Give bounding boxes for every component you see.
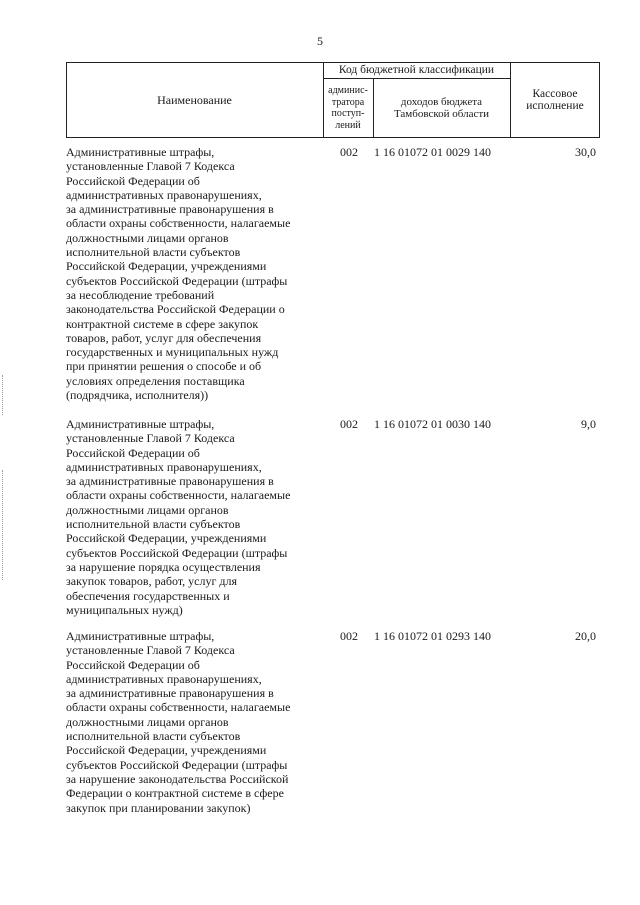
- table-row: [66, 145, 596, 415]
- scan-margin-mark: [2, 470, 7, 580]
- scan-margin-mark: [2, 375, 7, 415]
- table-row: [66, 417, 596, 627]
- row-admin-code: 002: [340, 145, 358, 159]
- header-amount: Кассовое исполнение: [526, 88, 584, 112]
- row-amount: 9,0: [581, 417, 596, 431]
- row-income-code: 1 16 01072 01 0030 140: [374, 417, 491, 431]
- header-income: доходов бюджета Тамбовской области: [393, 96, 490, 120]
- row-name: Административные штрафы, установленные Главой 7 Кодекса Российской Федерации об административных правонарушениях, за административные правонарушения в области охраны собственности, налагаемые должностными лицами органов исполнительной власти субъектов Российской Федерации, учреждениями субъектов Российской Федерации (штрафы за несоблюдение требований законодательства Российской Федерации о контрактной системе в сфере закупок товаров, работ, услуг для обеспечения государственных и муниципальных нужд при принятии решения о способе и об условиях определения поставщика (подрядчика, исполнителя)): [66, 145, 291, 403]
- row-name: Административные штрафы, установленные Главой 7 Кодекса Российской Федерации об административных правонарушениях, за административные правонарушения в области охраны собственности, налагаемые должностными лицами органов исполнительной власти субъектов Российской Федерации, учреждениями субъектов Российской Федерации (штрафы за нарушение порядка осуществления закупок товаров, работ, услуг для обеспечения государственных и муниципальных нужд): [66, 417, 291, 617]
- row-amount: 30,0: [575, 145, 596, 159]
- row-admin-code: 002: [340, 417, 358, 431]
- page-number: 5: [317, 34, 323, 48]
- row-income-code: 1 16 01072 01 0029 140: [374, 145, 491, 159]
- row-name: Административные штрафы, установленные Главой 7 Кодекса Российской Федерации об административных правонарушениях, за административные правонарушения в области охраны собственности, налагаемые должностными лицами органов исполнительной власти субъектов Российской Федерации, учреждениями субъектов Российской Федерации (штрафы за нарушение законодательства Российской Федерации о контрактной системе в сфере закупок при планировании закупок): [66, 629, 291, 815]
- header-name: Наименование: [157, 93, 232, 107]
- header-code-group: Код бюджетной классификации: [338, 64, 495, 76]
- table-row: [66, 629, 596, 829]
- header-admin: админис- тратора поступ- лений: [328, 85, 368, 131]
- row-amount: 20,0: [575, 629, 596, 643]
- row-income-code: 1 16 01072 01 0293 140: [374, 629, 491, 643]
- row-admin-code: 002: [340, 629, 358, 643]
